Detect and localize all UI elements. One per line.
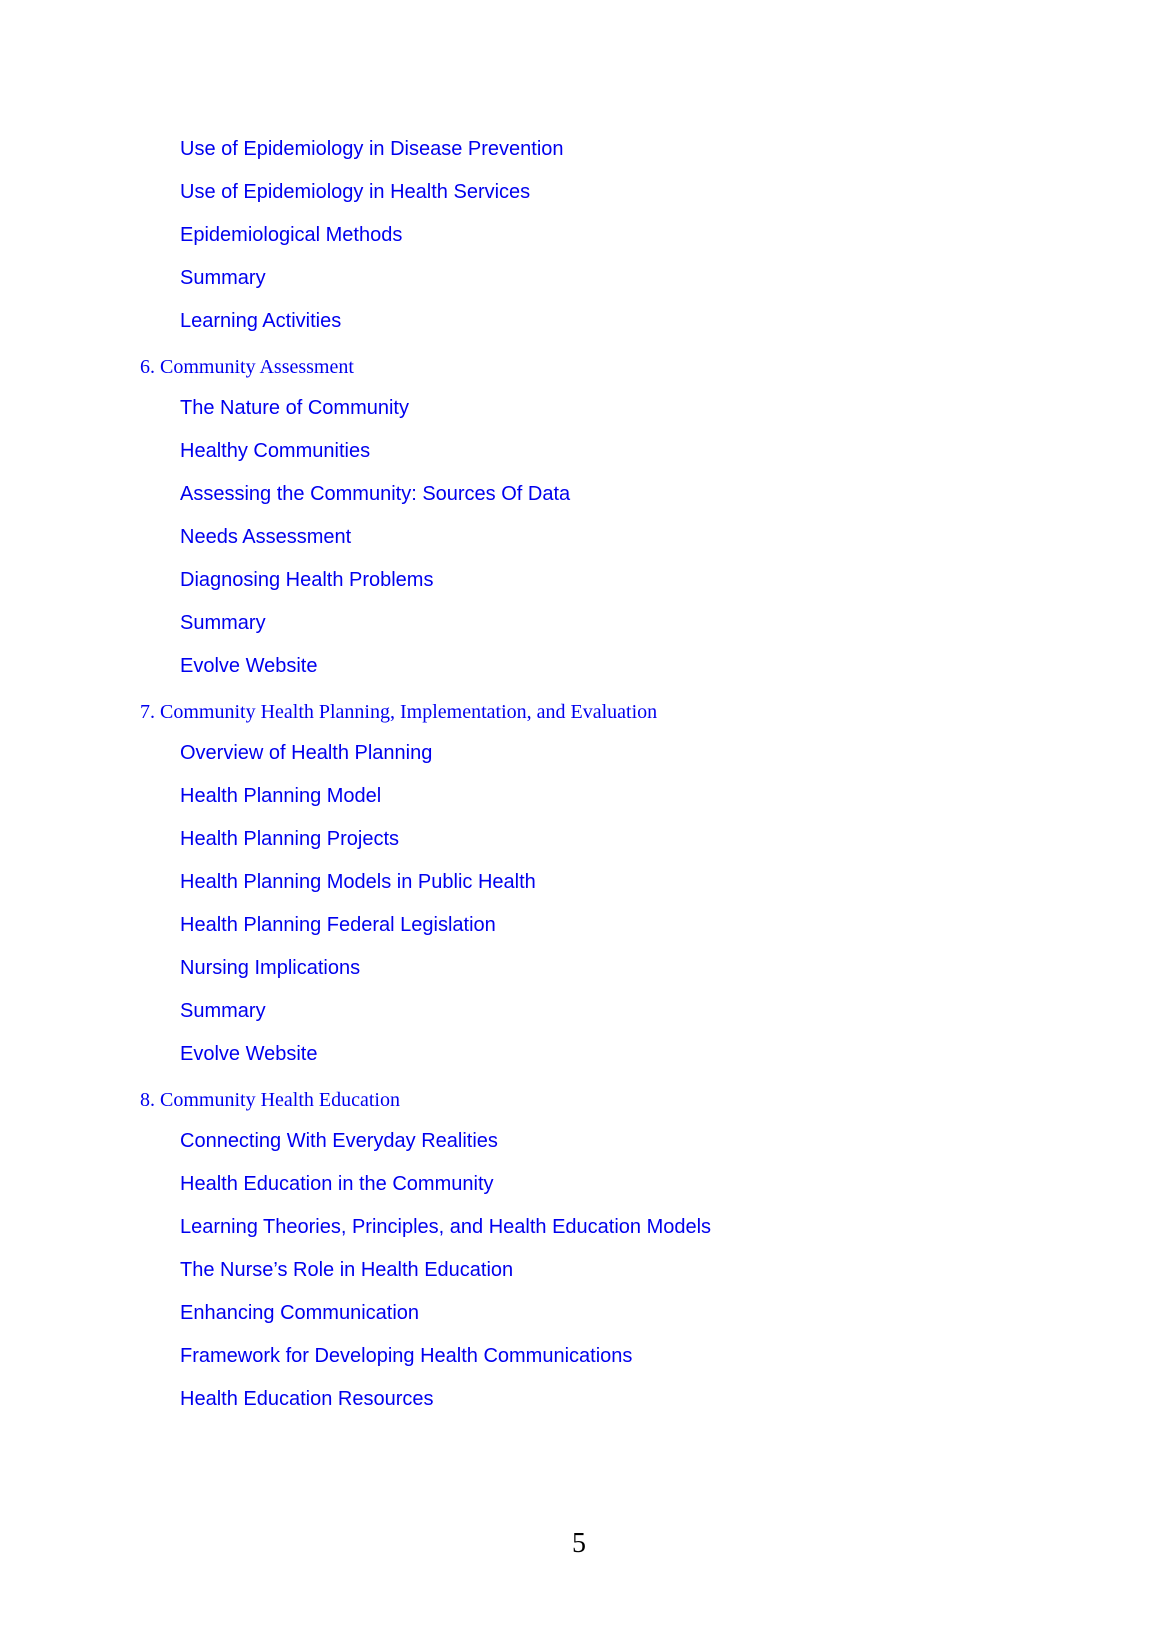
toc-entry[interactable]: Summary bbox=[180, 612, 266, 634]
toc-entry[interactable]: Summary bbox=[180, 267, 266, 289]
toc-entry[interactable]: Overview of Health Planning bbox=[180, 742, 433, 764]
toc-entry[interactable]: Use of Epidemiology in Disease Prevention bbox=[180, 138, 564, 160]
toc-entry[interactable]: The Nature of Community bbox=[180, 397, 409, 419]
chapter-heading[interactable]: 7. Community Health Planning, Implementation, and Evaluation bbox=[140, 701, 658, 723]
chapter-heading[interactable]: 6. Community Assessment bbox=[140, 356, 354, 378]
toc-entry[interactable]: The Nurse’s Role in Health Education bbox=[180, 1259, 514, 1281]
toc-entry[interactable]: Learning Activities bbox=[180, 310, 342, 332]
toc-entry[interactable]: Summary bbox=[180, 1000, 266, 1022]
toc-entry[interactable]: Healthy Communities bbox=[180, 440, 371, 462]
toc-chapter-6 bbox=[0, 355, 1158, 678]
page-number: 5 bbox=[572, 1528, 586, 1559]
toc-entry[interactable]: Connecting With Everyday Realities bbox=[180, 1130, 498, 1152]
toc-entry[interactable]: Evolve Website bbox=[180, 1043, 318, 1065]
toc-entry[interactable]: Learning Theories, Principles, and Health Education Models bbox=[180, 1216, 712, 1238]
toc-entry[interactable]: Use of Epidemiology in Health Services bbox=[180, 181, 531, 203]
toc-entry[interactable]: Epidemiological Methods bbox=[180, 224, 403, 246]
chapter-heading[interactable]: 8. Community Health Education bbox=[140, 1089, 400, 1111]
toc-entry[interactable]: Framework for Developing Health Communications bbox=[180, 1345, 633, 1367]
toc-entry[interactable]: Health Planning Federal Legislation bbox=[180, 914, 496, 936]
toc-entry[interactable]: Assessing the Community: Sources Of Data bbox=[180, 483, 571, 505]
toc-entry[interactable]: Needs Assessment bbox=[180, 526, 352, 548]
toc-entry[interactable]: Health Planning Projects bbox=[180, 828, 400, 850]
toc-chapter-7 bbox=[0, 700, 1158, 1066]
toc-entry[interactable]: Diagnosing Health Problems bbox=[180, 569, 434, 591]
toc-entry[interactable]: Health Planning Model bbox=[180, 785, 382, 807]
toc-chapter-8 bbox=[0, 1088, 1158, 1411]
toc-entry[interactable]: Health Education Resources bbox=[180, 1388, 434, 1410]
toc-entry[interactable]: Health Planning Models in Public Health bbox=[180, 871, 536, 893]
toc-entry[interactable]: Evolve Website bbox=[180, 655, 318, 677]
toc-entry[interactable]: Health Education in the Community bbox=[180, 1173, 494, 1195]
toc-lead-section bbox=[0, 0, 1158, 333]
toc-entry[interactable]: Enhancing Communication bbox=[180, 1302, 420, 1324]
toc-entry[interactable]: Nursing Implications bbox=[180, 957, 361, 979]
